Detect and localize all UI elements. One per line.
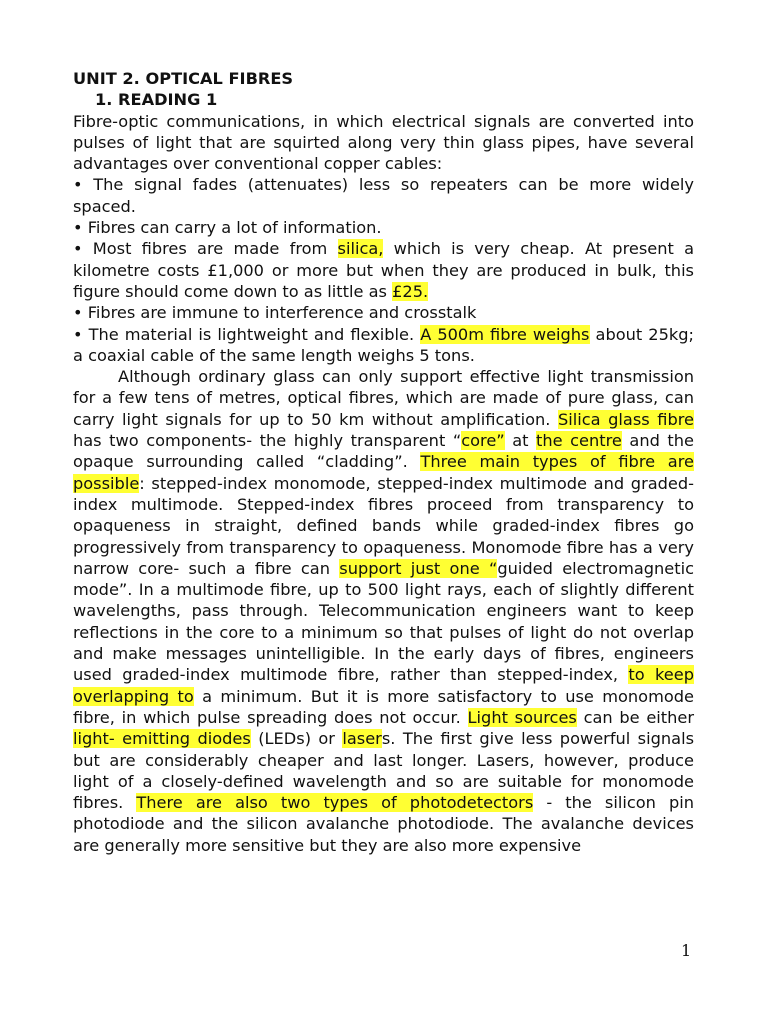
highlight-leds: light- emitting diodes: [73, 729, 251, 749]
highlight-light-sources: Light sources: [467, 707, 577, 727]
body-text: has two components- the highly transparent “: [73, 431, 462, 451]
highlight-price: £25.: [392, 281, 429, 301]
body-text: can be either: [576, 707, 694, 727]
section-heading: 1. READING 1: [95, 90, 218, 110]
highlight-keep-overlapping: to keep overlapping to: [73, 665, 694, 706]
body-text: at: [504, 431, 537, 451]
bullet-text: about 25kg; a coaxial cable of the same length weighs 5 tons.: [73, 324, 694, 365]
unit-title: UNIT 2. OPTICAL FIBRES: [73, 69, 294, 88]
body-text: Although ordinary glass can only support effective light transmission for a few tens of metres, optical fibres, which are made of pure glass, can carry light signals for up to 50 km without amplification.: [73, 367, 694, 429]
bullet-text: which is very cheap. At present a kilometre costs £1,000 or more but when they are produced in bulk, this figure should come down to as little as: [73, 239, 694, 301]
body-text: a minimum. But it is more satisfactory to use monomode fibre, in which pulse spreading does not occur.: [73, 686, 694, 727]
highlight-silica-glass-fibre: Silica glass fibre: [558, 409, 694, 429]
highlight-silica: silica,: [337, 239, 384, 259]
intro-paragraph: Fibre-optic communications, in which electrical signals are converted into pulses of light that are squirted along very thin glass pipes, have several advantages over conventional copper cables:: [73, 111, 694, 174]
body-text: guided electromagnetic mode”. In a multimode fibre, up to 500 light rays, each of slightly different wavelengths, pass through. Telecommunication engineers want to keep reflections in the core to a minimum so that pulses of light do not overlap and make messages unintelligible. In the early days of fibres, engineers used graded-index multimode fibre, rather than stepped-index,: [73, 558, 694, 685]
body-text: : stepped-index monomode, stepped-index multimode and graded-index multimode. Stepped-index fibres proceed from transparency to opaqueness in straight, defined bands while graded-index fibres go progressively from transparency to opaqueness. Monomode fibre has a very narrow core- such a fibre can: [73, 473, 694, 578]
bullet-item-interference: • Fibres are immune to interference and crosstalk: [73, 303, 477, 323]
highlight-support-one: support just one “: [339, 558, 498, 578]
highlight-fibre-weight: A 500m fibre weighs: [420, 324, 590, 344]
page-number: 1: [681, 941, 692, 960]
bullet-item-weight: [73, 324, 694, 367]
body-text: and the opaque surrounding called “cladding”.: [73, 431, 695, 472]
bullet-item-information: • Fibres can carry a lot of information.: [73, 218, 382, 238]
document-content: [73, 68, 694, 856]
highlight-core: core”: [461, 431, 505, 451]
body-text: - the silicon pin photodiode and the silicon avalanche photodiode. The avalanche devices are generally more sensitive but they are also more expensive: [73, 793, 694, 855]
highlight-the-centre: the centre: [536, 431, 622, 451]
highlight-laser: laser: [342, 729, 382, 749]
body-text: s. The first give less powerful signals but are considerably cheaper and last longer. Lasers, however, produce light of a closely-defined wavelength and so are suitable for monomode fibres.: [73, 729, 695, 813]
body-text: (LEDs) or: [250, 729, 343, 749]
highlight-fibre-types: Three main types of fibre are possible: [73, 452, 694, 493]
highlight-photodetectors: There are also two types of photodetectors: [136, 793, 534, 813]
bullet-text: • Most fibres are made from: [73, 239, 338, 259]
bullet-item-silica: [73, 238, 694, 302]
bullet-text: • The material is lightweight and flexible.: [73, 324, 421, 344]
body-paragraph: [73, 366, 694, 856]
bullet-item-attenuation: • The signal fades (attenuates) less so repeaters can be more widely spaced.: [73, 175, 694, 216]
